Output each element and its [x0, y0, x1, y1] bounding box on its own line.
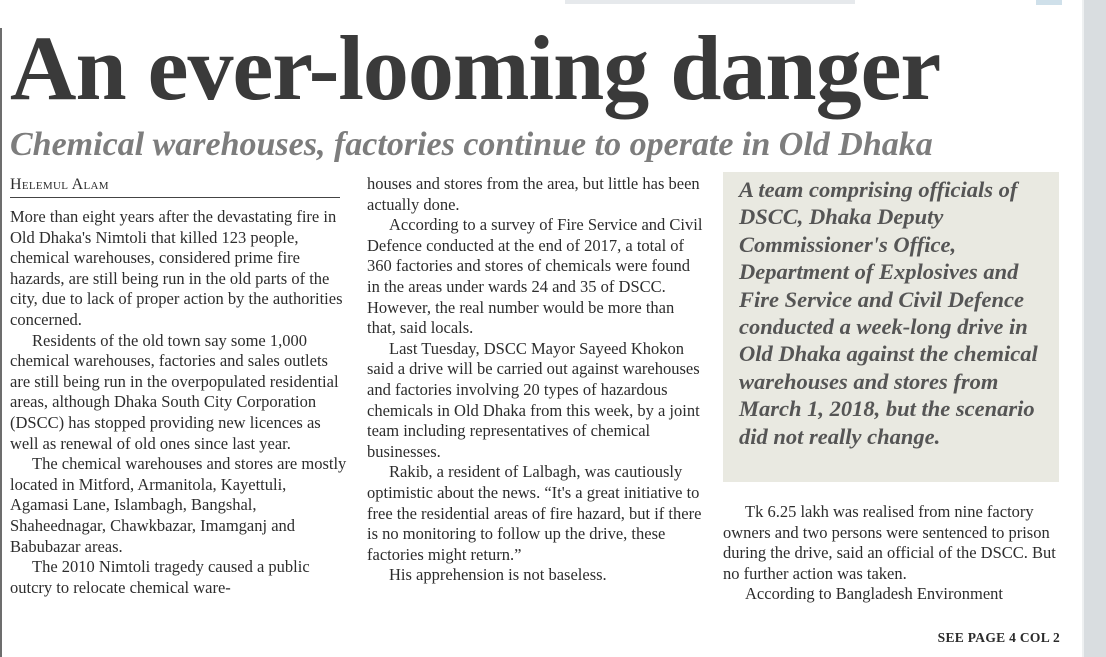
paragraph: More than eight years after the devastating fire in Old Dhaka's Nimtoli that killed 123 people, chemical warehouses, considered prime fire hazards, are still being run in the old parts of the city, due to lack of proper action by the authorities concerned.	[10, 207, 343, 329]
continuation-note: SEE PAGE 4 COL 2	[937, 630, 1060, 645]
paragraph: Rakib, a resident of Lalbagh, was cautiously optimistic about the news. “It's a great initiative to free the residential areas of fire hazard, but if there is no monitoring to follow up the drive, these factories might return.”	[367, 462, 702, 564]
article-column-2	[367, 174, 705, 586]
headline: An ever-looming danger	[10, 17, 941, 119]
paragraph: houses and stores from the area, but little has been actually done.	[367, 174, 700, 214]
paragraph: According to a survey of Fire Service and Civil Defence conducted at the end of 2017, a total of 360 factories and stores of chemicals were found in the areas under wards 24 and 35 of DSCC. However, the real number would be more than that, said locals.	[367, 215, 703, 338]
top-edge-tab	[1036, 0, 1062, 5]
byline: Helemul Alam	[10, 175, 340, 198]
pull-quote: A team comprising officials of DSCC, Dhaka Deputy Commissioner's Office, Department of Explosives and Fire Service and Civil Defence conducted a week-long drive in Old Dhaka against the chemical warehouses and stores from March 1, 2018, but the scenario did not really change.	[739, 177, 1038, 449]
left-column-rule	[0, 28, 2, 657]
paragraph: According to Bangladesh Environment	[745, 584, 1003, 604]
paragraph: Tk 6.25 lakh was realised from nine factory owners and two persons were sentenced to prison during the drive, said an official of the DSCC. But no further action was taken.	[723, 502, 1056, 583]
page-edge	[1084, 0, 1106, 657]
paragraph: The chemical warehouses and stores are mostly located in Mitford, Armanitola, Kayettuli, Agamasi Lane, Islambagh, Bangshal, Shaheednagar, Chawkbazar, Imamganj and Babubazar areas.	[10, 454, 347, 556]
article-column-1	[10, 207, 348, 598]
top-edge-strip	[565, 0, 855, 4]
paragraph: The 2010 Nimtoli tragedy caused a public outcry to relocate chemical ware-	[10, 557, 310, 597]
paragraph: His apprehension is not baseless.	[389, 565, 607, 585]
subheadline: Chemical warehouses, factories continue to operate in Old Dhaka	[10, 126, 933, 163]
article-column-3	[723, 502, 1059, 605]
pull-quote-box	[723, 172, 1059, 482]
paragraph: Last Tuesday, DSCC Mayor Sayeed Khokon said a drive will be carried out against warehouses and factories involving 20 types of hazardous chemicals in Old Dhaka from this week, by a joint team including representatives of chemical businesses.	[367, 338, 700, 461]
paragraph: Residents of the old town say some 1,000 chemical warehouses, factories and sales outlets are still being run in the overpopulated residential areas, although Dhaka South City Corporation (DSCC) has stopped providing new licences as well as renewal of old ones since last year.	[10, 330, 339, 453]
